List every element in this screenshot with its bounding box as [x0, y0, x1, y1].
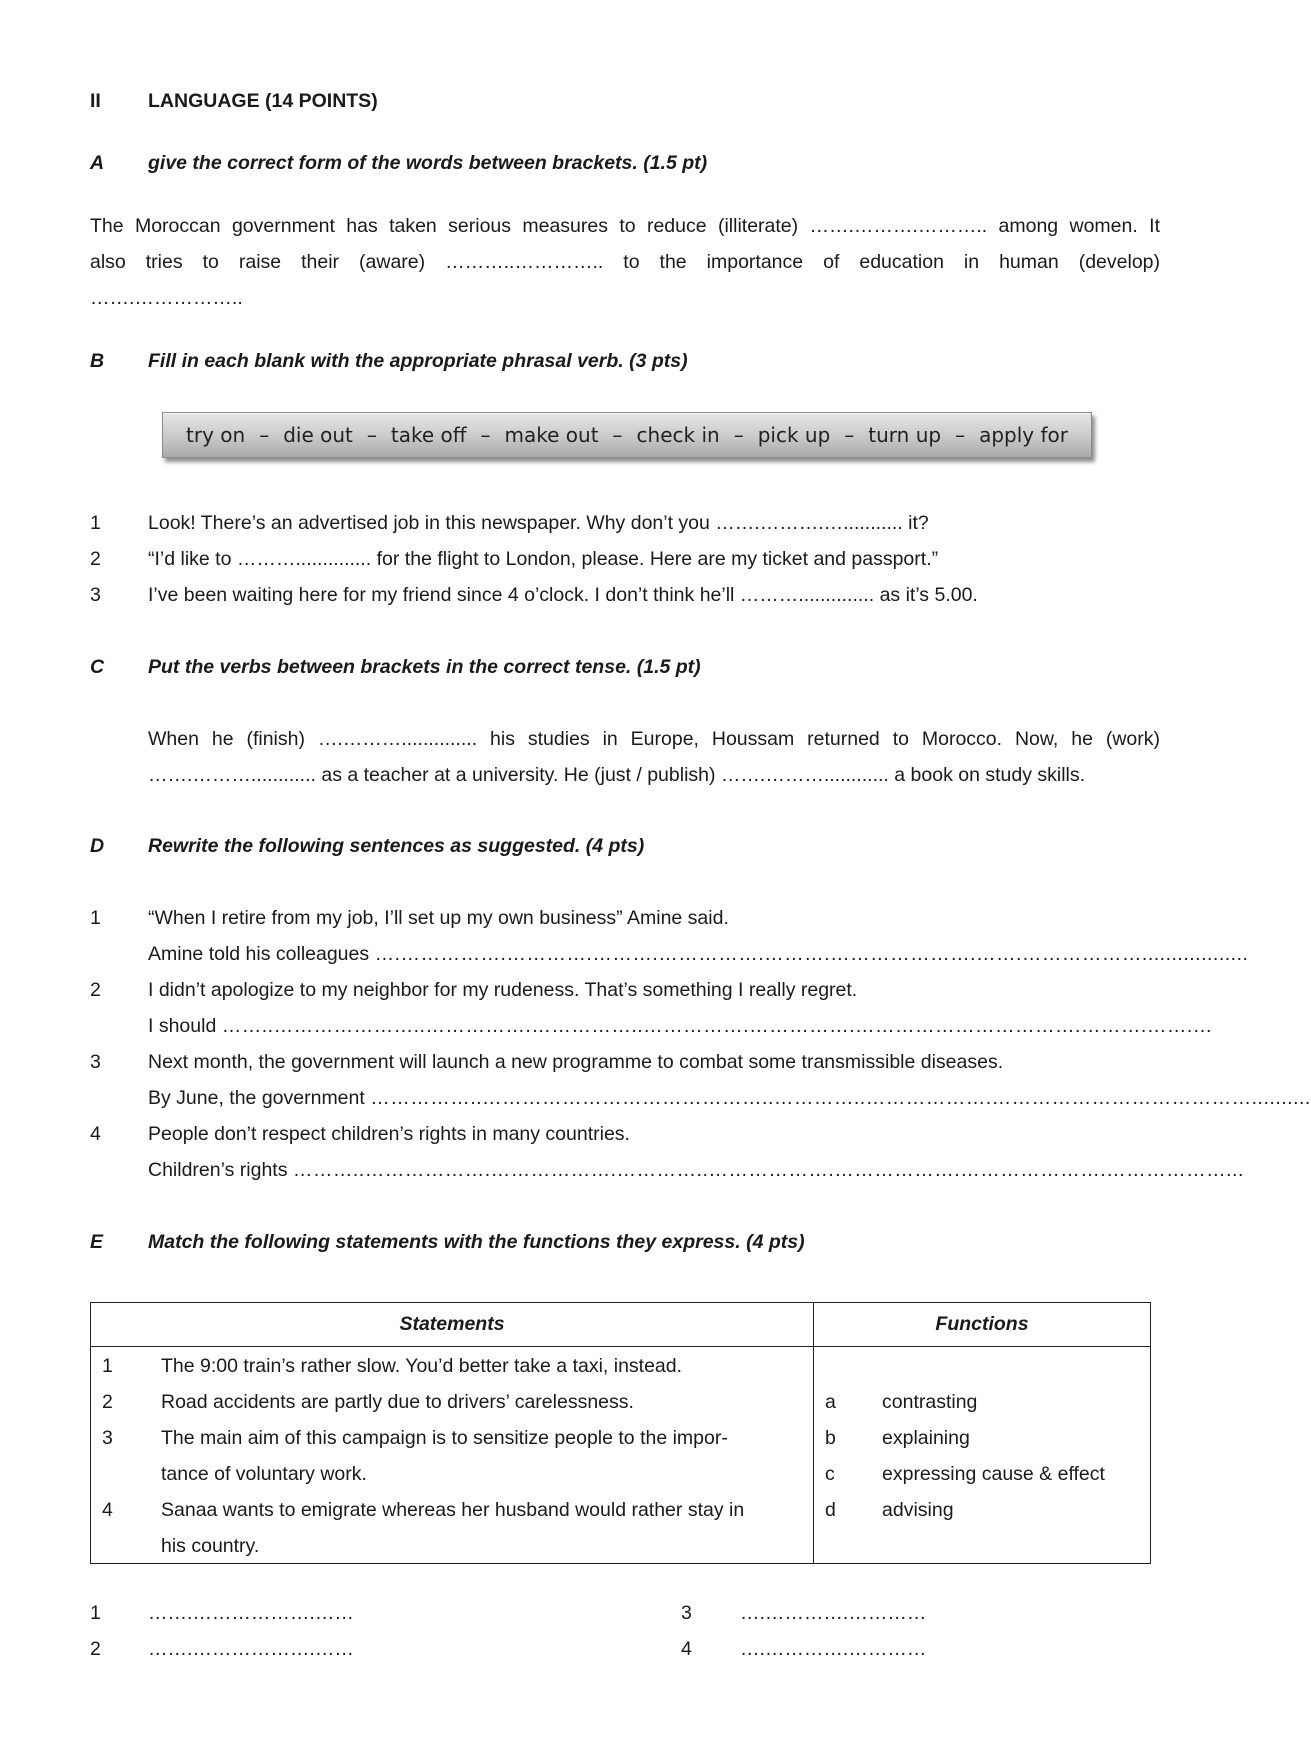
- part-c-line-2: …….………............ as a teacher at a university. He (just / publish) …….………............ a book on study skills.: [148, 764, 1086, 786]
- word-box-separator: –: [844, 423, 855, 447]
- function-letter: d: [825, 1499, 836, 1521]
- word-box-item: make out: [504, 423, 599, 447]
- answer-blank[interactable]: ………..……………….……………….…………..……………….……………….………………….………………...: [292, 1159, 1244, 1181]
- word-box-item: take off: [390, 423, 467, 447]
- word-box-item: die out: [283, 423, 353, 447]
- word-box-separator: –: [480, 423, 491, 447]
- section-title: LANGUAGE (14 POINTS): [148, 90, 378, 112]
- answer-blank[interactable]: ……………..……………………………………..…………..……………….…………………………………..........: [370, 1087, 1311, 1109]
- part-d-sentence: “When I retire from my job, I’ll set up my own business” Amine said.: [148, 907, 729, 929]
- part-d-sentence: I didn’t apologize to my neighbor for my rudeness. That’s something I really regret.: [148, 979, 858, 1001]
- word-box-item: check in: [636, 423, 720, 447]
- function-letter: a: [825, 1391, 836, 1413]
- word-box-item: try on: [186, 423, 246, 447]
- word-box-separator: –: [612, 423, 623, 447]
- function-text: contrasting: [882, 1391, 978, 1413]
- answer-blank[interactable]: ….………….…………: [740, 1638, 927, 1660]
- part-c-letter: C: [90, 656, 105, 678]
- word-box-item: pick up: [757, 423, 831, 447]
- function-text: advising: [882, 1499, 954, 1521]
- statement-text: tance of voluntary work.: [161, 1463, 367, 1485]
- word-box-separator: –: [733, 423, 744, 447]
- statement-text: Road accidents are partly due to drivers’ carelessness.: [161, 1391, 634, 1413]
- part-a-instruction: give the correct form of the words between brackets. (1.5 pt): [148, 152, 708, 174]
- answer-number: 1: [90, 1602, 101, 1624]
- answer-blank[interactable]: …….……………….……: [148, 1638, 354, 1660]
- part-d-sentence: Next month, the government will launch a new programme to combat some transmissible diseases.: [148, 1051, 1004, 1073]
- functions-header: Functions: [814, 1303, 1151, 1347]
- part-d-prompt: By June, the government: [148, 1087, 365, 1109]
- part-d-prompt: Children’s rights: [148, 1159, 288, 1181]
- part-e-letter: E: [90, 1231, 104, 1253]
- part-d-rewrite-line: [148, 1087, 1311, 1110]
- statements-header: Statements: [91, 1303, 814, 1347]
- answer-blank[interactable]: …….……………….……: [148, 1602, 354, 1624]
- part-a-line-2: also tries to raise their (aware) ………..………….. to the importance of education in human (develop): [90, 251, 1160, 273]
- part-b-instruction: Fill in each blank with the appropriate phrasal verb. (3 pts): [148, 350, 688, 372]
- statement-text: his country.: [161, 1535, 260, 1557]
- word-box-item: apply for: [979, 423, 1068, 447]
- part-a-line-1: The Moroccan government has taken serious measures to reduce (illiterate) …….……….……….. among women. It: [90, 215, 1160, 237]
- part-d-item-number: 2: [90, 979, 101, 1001]
- part-d-sentence: People don’t respect children’s rights in many countries.: [148, 1123, 630, 1145]
- function-text: expressing cause & effect: [882, 1463, 1105, 1485]
- word-box-separator: –: [366, 423, 377, 447]
- statement-number: 2: [102, 1391, 113, 1413]
- answer-blank[interactable]: ……..…………………..…………….……………..…………….…………….…………………………….……….…….…: [221, 1015, 1213, 1037]
- function-letter: b: [825, 1427, 836, 1449]
- functions-cell: [814, 1347, 1151, 1564]
- answer-number: 4: [681, 1638, 692, 1660]
- part-d-prompt: Amine told his colleagues: [148, 943, 370, 965]
- part-b-item-number: 1: [90, 512, 101, 534]
- section-number: II: [90, 90, 101, 112]
- answer-blank[interactable]: ….………….…………: [740, 1602, 927, 1624]
- phrasal-verb-word-box: [162, 412, 1092, 458]
- part-d-rewrite-line: [148, 1015, 1213, 1038]
- answer-number: 3: [681, 1602, 692, 1624]
- part-d-instruction: Rewrite the following sentences as suggested. (4 pts): [148, 835, 645, 857]
- part-b-item-text: Look! There’s an advertised job in this newspaper. Why don’t you …….……….…........... it?: [148, 512, 929, 534]
- part-d-prompt: I should: [148, 1015, 217, 1037]
- part-d-item-number: 1: [90, 907, 101, 929]
- part-d-letter: D: [90, 835, 105, 857]
- part-d-rewrite-line: [148, 943, 1249, 966]
- statements-cell: [91, 1347, 814, 1564]
- function-text: explaining: [882, 1427, 970, 1449]
- matching-table: [90, 1302, 1151, 1564]
- part-d-rewrite-line: [148, 1159, 1244, 1182]
- part-b-item-number: 2: [90, 548, 101, 570]
- answer-number: 2: [90, 1638, 101, 1660]
- statement-number: 3: [102, 1427, 113, 1449]
- part-d-item-number: 4: [90, 1123, 101, 1145]
- part-b-item-number: 3: [90, 584, 101, 606]
- statement-text: The 9:00 train’s rather slow. You’d better take a taxi, instead.: [161, 1355, 683, 1377]
- statement-number: 1: [102, 1355, 113, 1377]
- word-box-separator: –: [259, 423, 270, 447]
- part-c-line-1: When he (finish) ….……….............. his studies in Europe, Houssam returned to Morocco. Now, he (work): [148, 728, 1160, 750]
- statement-text: The main aim of this campaign is to sensitize people to the impor-: [161, 1427, 728, 1449]
- answer-blank[interactable]: ….…………….………….……….…………….……….………………….…….………………..................: [374, 943, 1249, 965]
- part-b-item-text: “I’d like to ……….............. for the flight to London, please. Here are my ticket and passport.”: [148, 548, 939, 570]
- part-a-line-3: …….……………..: [90, 287, 243, 309]
- part-d-item-number: 3: [90, 1051, 101, 1073]
- part-b-item-text: I’ve been waiting here for my friend since 4 o’clock. I don’t think he’ll ……….............. as it’s 5.00.: [148, 584, 978, 606]
- part-c-instruction: Put the verbs between brackets in the correct tense. (1.5 pt): [148, 656, 701, 678]
- word-box-item: turn up: [868, 423, 942, 447]
- part-e-instruction: Match the following statements with the functions they express. (4 pts): [148, 1231, 805, 1253]
- part-a-letter: A: [90, 152, 105, 174]
- word-box-separator: –: [955, 423, 966, 447]
- function-letter: c: [825, 1463, 835, 1485]
- part-b-letter: B: [90, 350, 105, 372]
- statement-number: 4: [102, 1499, 113, 1521]
- statement-text: Sanaa wants to emigrate whereas her husband would rather stay in: [161, 1499, 745, 1521]
